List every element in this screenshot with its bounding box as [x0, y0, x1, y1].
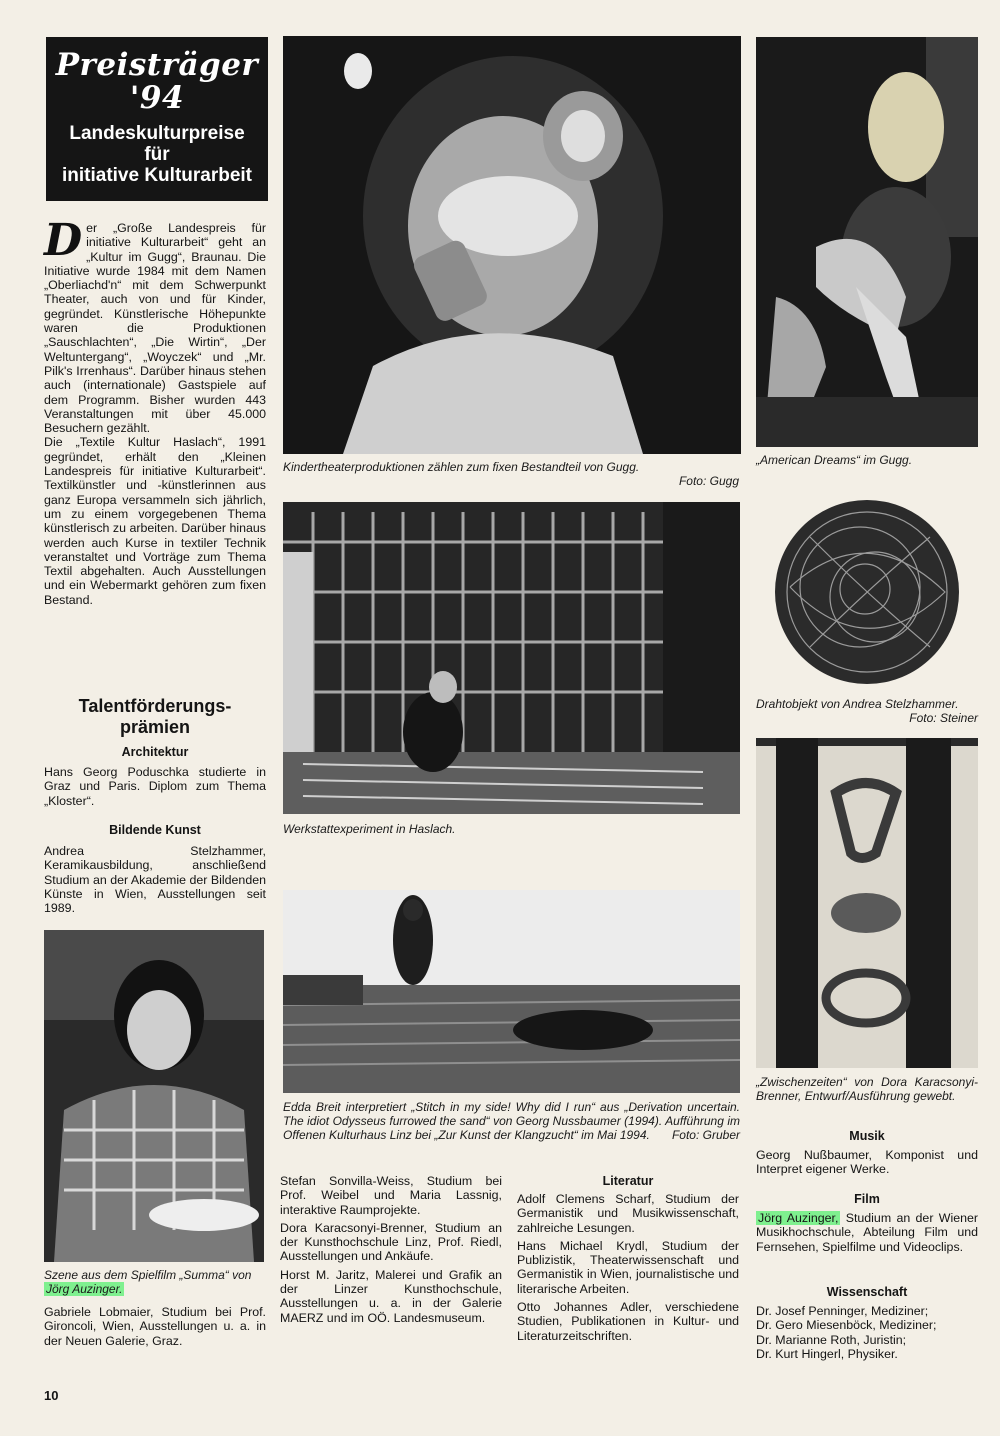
- caption-drahtobjekt-text: Drahtobjekt von Andrea Stelzhammer.: [756, 697, 959, 711]
- penninger-text: Dr. Josef Penninger, Mediziner;: [756, 1304, 929, 1318]
- bildende-kunst-continued: [280, 1174, 502, 1325]
- nussbaumer-text: Georg Nußbaumer, Komponist und Interpret eigener Werke.: [756, 1148, 978, 1177]
- photo-edda-breit: [283, 890, 740, 1093]
- photo-edda-breit-image: [283, 890, 740, 1093]
- hingerl-text: Dr. Kurt Hingerl, Physiker.: [756, 1346, 898, 1361]
- photo-zwischenzeiten-image: [756, 738, 978, 1068]
- caption-gugg-children: [283, 460, 741, 488]
- bildende-kunst-text: Andrea Stelzhammer, Keramikausbildung, anschließend Studium an der Akademie der Bildenden Künste in Wien, Ausstellungen seit 1989.: [44, 844, 266, 916]
- caption-drahtobjekt: [756, 697, 978, 725]
- architektur-heading: Architektur: [121, 745, 189, 759]
- intro-article: [44, 215, 266, 607]
- sonvilla-text: Stefan Sonvilla-Weiss, Studium bei Prof. Weibel und Maria Lassnig, interaktive Raumprojekte.: [280, 1174, 502, 1217]
- roth-text: Dr. Marianne Roth, Juristin;: [756, 1332, 907, 1347]
- caption-american-dreams: „American Dreams“ im Gugg.: [756, 453, 913, 467]
- caption-summa-name-highlight: Jörg Auzinger.: [46, 1282, 123, 1296]
- wissenschaft-heading: Wissenschaft: [826, 1285, 908, 1299]
- jaritz-text: Horst M. Jaritz, Malerei und Grafik an der Linzer Kunsthochschule, Ausstellungen u. a. in der Galerie MAERZ und im OÖ. Landesmuseum.: [280, 1267, 502, 1325]
- photo-zwischenzeiten: [756, 738, 978, 1068]
- talent-heading-line2: prämien: [119, 717, 191, 737]
- scharf-text: Adolf Clemens Scharf, Studium der Germanistik und Musikwissenschaft, zahlreiche Lesungen.: [517, 1192, 739, 1235]
- badge-title-line2: '94: [129, 80, 185, 116]
- dropcap: D: [44, 215, 83, 266]
- intro-paragraph-1: [44, 215, 266, 436]
- photo-gugg-children-theatre: [283, 36, 741, 454]
- film-name-highlight: Jörg Auzinger,: [758, 1211, 839, 1225]
- photo-american-dreams-image: [756, 37, 978, 447]
- talent-heading-line1: Talentförderungs-: [78, 696, 232, 716]
- photo-drahtobjekt-image: [770, 497, 965, 687]
- caption-zwischenzeiten: „Zwischenzeiten“ von Dora Karacsonyi-Brenner, Entwurf/Ausführung gewebt.: [756, 1075, 978, 1103]
- photo-summa: [44, 930, 264, 1262]
- caption-summa-text: Szene aus dem Spielfilm „Summa“ von: [44, 1268, 252, 1282]
- film-heading: Film: [854, 1192, 880, 1206]
- krydl-text: Hans Michael Krydl, Studium der Publizistik, Theaterwissenschaft und Germanistik in Wien, journalistische und literarische Arbeiten.: [517, 1238, 739, 1296]
- caption-summa: [44, 1268, 266, 1296]
- page-number: 10: [44, 1388, 59, 1403]
- caption-edda-credit: Foto: Gruber: [671, 1128, 740, 1142]
- caption-gugg-children-credit: Foto: Gugg: [678, 474, 739, 488]
- intro-paragraph-2: Die „Textile Kultur Haslach“, 1991 gegründet, erhält den „Kleinen Landespreis für initiative Kulturarbeit“. Textilkünstler und -künstlerinnen aus ganz Europa versammeln sich jährlich, um zu einem vorgegebenen Thema künstlerisch zu arbeiten. Darüber hinaus werden auch Kurse in textiler Technik veranstaltet und Vorträge zum Thema Textil abgehalten. Auch Ausstellungen und ein Webermarkt gehören zum fixen Bestand.: [44, 435, 266, 607]
- photo-drahtobjekt: [770, 497, 965, 687]
- badge-title: [46, 37, 268, 115]
- architektur-text: Hans Georg Poduschka studierte in Graz und Paris. Diplom zum Thema „Kloster“.: [44, 765, 266, 808]
- photo-summa-image: [44, 930, 264, 1262]
- talent-heading: [44, 696, 266, 738]
- wissenschaft-section: [756, 1304, 978, 1361]
- photo-american-dreams: [756, 37, 978, 447]
- intro-text-1: er „Große Landespreis für initiative Kulturarbeit“ geht an „Kultur im Gugg“, Braunau. Die Initiative wurde 1984 mit dem Namen „Oberliachd'n“ mit dem Schwerpunkt Theater, auch von und für Kinder, gegründet. Künstlerische Höhepunkte waren die Produktionen „Sauschlachten“, „Die Wirtin“, „Der Weltuntergang“, „Woyczek“ und „Mr. Pilk's Irrenhaus“. Darüber hinaus stehen auch (internationale) Gastspiele auf dem Programm. Bisher wurden 443 Veranstaltungen mit über 45.000 Besuchern gezählt.: [44, 221, 266, 436]
- miesenboeck-text: Dr. Gero Miesenböck, Mediziner;: [756, 1318, 937, 1333]
- photo-werkstatt-haslach: [283, 502, 740, 814]
- lobmaier-text: Gabriele Lobmaier, Studium bei Prof. Gironcoli, Wien, Ausstellungen u. a. in der Neuen Galerie, Graz.: [44, 1305, 266, 1348]
- literatur-section: [517, 1192, 739, 1343]
- title-badge: [46, 37, 268, 201]
- caption-gugg-children-text: Kindertheaterproduktionen zählen zum fixen Bestandteil von Gugg.: [283, 460, 640, 474]
- caption-werkstatt: Werkstattexperiment in Haslach.: [283, 822, 456, 836]
- caption-edda-breit: [283, 1100, 740, 1142]
- photo-gugg-children-image: [283, 36, 741, 454]
- film-text-body: Studium an der Wiener Musikhochschule, Abteilung Film und Fernsehen, Spielfilme und Videoclips.: [756, 1211, 978, 1254]
- badge-subtitle: [46, 123, 268, 186]
- photo-werkstatt-image: [283, 502, 740, 814]
- film-text: [756, 1211, 978, 1254]
- badge-subtitle-line3: initiative Kulturarbeit: [61, 165, 253, 186]
- bildende-kunst-heading: Bildende Kunst: [109, 823, 201, 837]
- caption-drahtobjekt-credit: Foto: Steiner: [909, 711, 978, 725]
- karacsonyi-text: Dora Karacsonyi-Brenner, Studium an der Kunsthochschule Linz, Prof. Riedl, Ausstellungen und Ankäufe.: [280, 1220, 502, 1264]
- badge-subtitle-line2: für: [144, 144, 170, 165]
- adler-text: Otto Johannes Adler, verschiedene Studien, Publikationen in Kultur- und Literaturzeitschriften.: [517, 1300, 739, 1343]
- badge-title-line1: Preisträger: [55, 47, 259, 83]
- literatur-heading: Literatur: [602, 1174, 654, 1188]
- musik-heading: Musik: [849, 1129, 885, 1143]
- caption-edda-text: Edda Breit interpretiert „Stitch in my side! Why did I run“ aus „Derivation uncertain. The idiot Odysseus furrowed the sand“ von Georg Nussbaumer (1994). Aufführung im Offenen Kulturhaus Linz bei „Zur Kunst der Klangzucht“ im Mai 1994.: [283, 1100, 740, 1142]
- badge-subtitle-line1: Landeskulturpreise: [69, 123, 245, 144]
